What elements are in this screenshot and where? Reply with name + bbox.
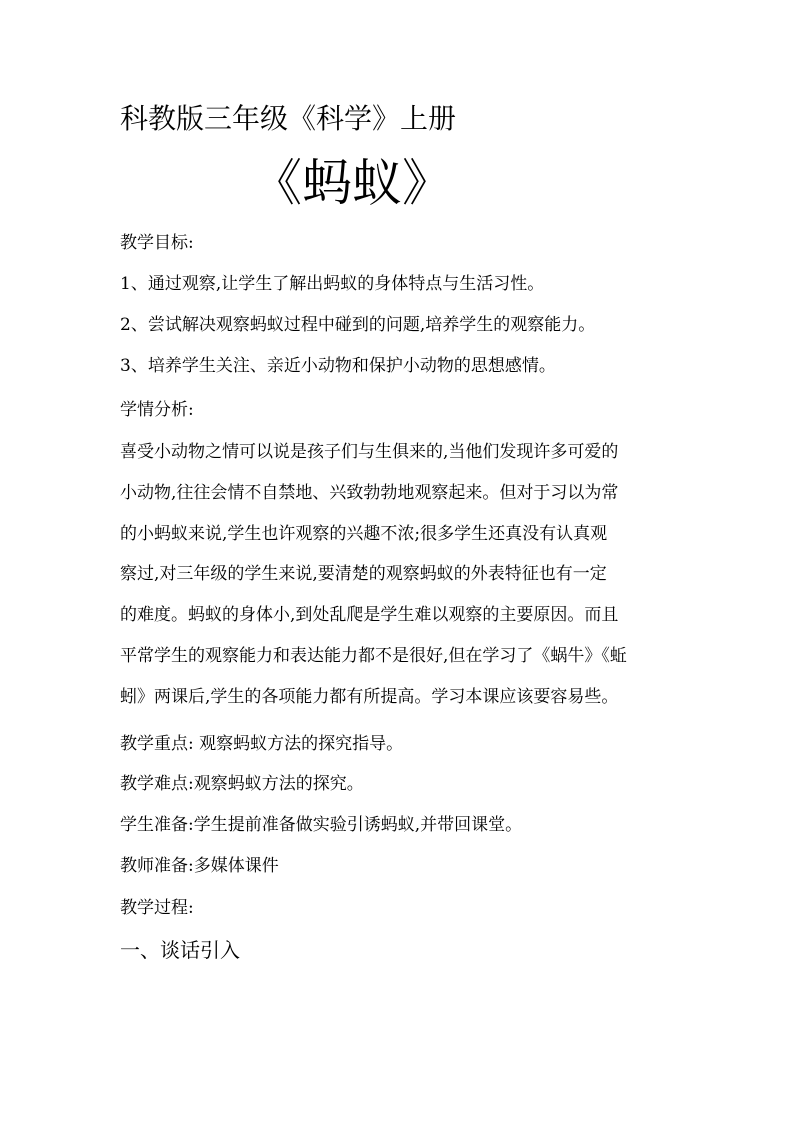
analysis-line: 察过,对三年级的学生来说,要清楚的观察蚂蚁的外表特征也有一定	[120, 564, 607, 585]
student-prep: 学生准备:学生提前准备做实验引诱蚂蚁,并带回课堂。	[120, 815, 523, 835]
analysis-line: 蚓》两课后,学生的各项能力都有所提高。学习本课应该要容易些。	[120, 686, 619, 707]
objective-item: 1、通过观察,让学生了解出蚂蚁的身体特点与生活习性。	[120, 274, 545, 294]
process-heading: 教学过程:	[120, 898, 194, 918]
objective-item: 2、尝试解决观察蚂蚁过程中碰到的问题,培养学生的观察能力。	[120, 315, 596, 335]
objectives-heading: 教学目标:	[120, 233, 194, 253]
analysis-line: 小动物,往往会情不自禁地、兴致勃勃地观察起来。但对于习以为常	[120, 482, 619, 503]
key-point: 教学重点: 观察蚂蚁方法的探究指导。	[120, 734, 404, 754]
objective-item: 3、培养学生关注、亲近小动物和保护小动物的思想感情。	[120, 356, 556, 376]
section-one-heading: 一、谈话引入	[120, 938, 240, 962]
series-title: 科教版三年级《科学》上册	[120, 102, 457, 135]
main-title: 《蚂蚁》	[252, 154, 452, 212]
analysis-line: 的小蚂蚁来说,学生也许观察的兴趣不浓;很多学生还真没有认真观	[120, 523, 608, 544]
analysis-line: 喜受小动物之情可以说是孩子们与生俱来的,当他们发现许多可爱的	[120, 442, 619, 462]
analysis-line: 的难度。蚂蚁的身体小,到处乱爬是学生难以观察的主要原因。而且	[120, 605, 619, 626]
analysis-line: 平常学生的观察能力和表达能力都不是很好,但在学习了《蜗牛》《蚯	[120, 645, 627, 666]
analysis-heading: 学情分析:	[120, 400, 194, 420]
analysis-paragraph	[120, 432, 676, 718]
teacher-prep: 教师准备:多媒体课件	[120, 856, 279, 876]
difficult-point: 教学难点:观察蚂蚁方法的探究。	[120, 774, 364, 794]
